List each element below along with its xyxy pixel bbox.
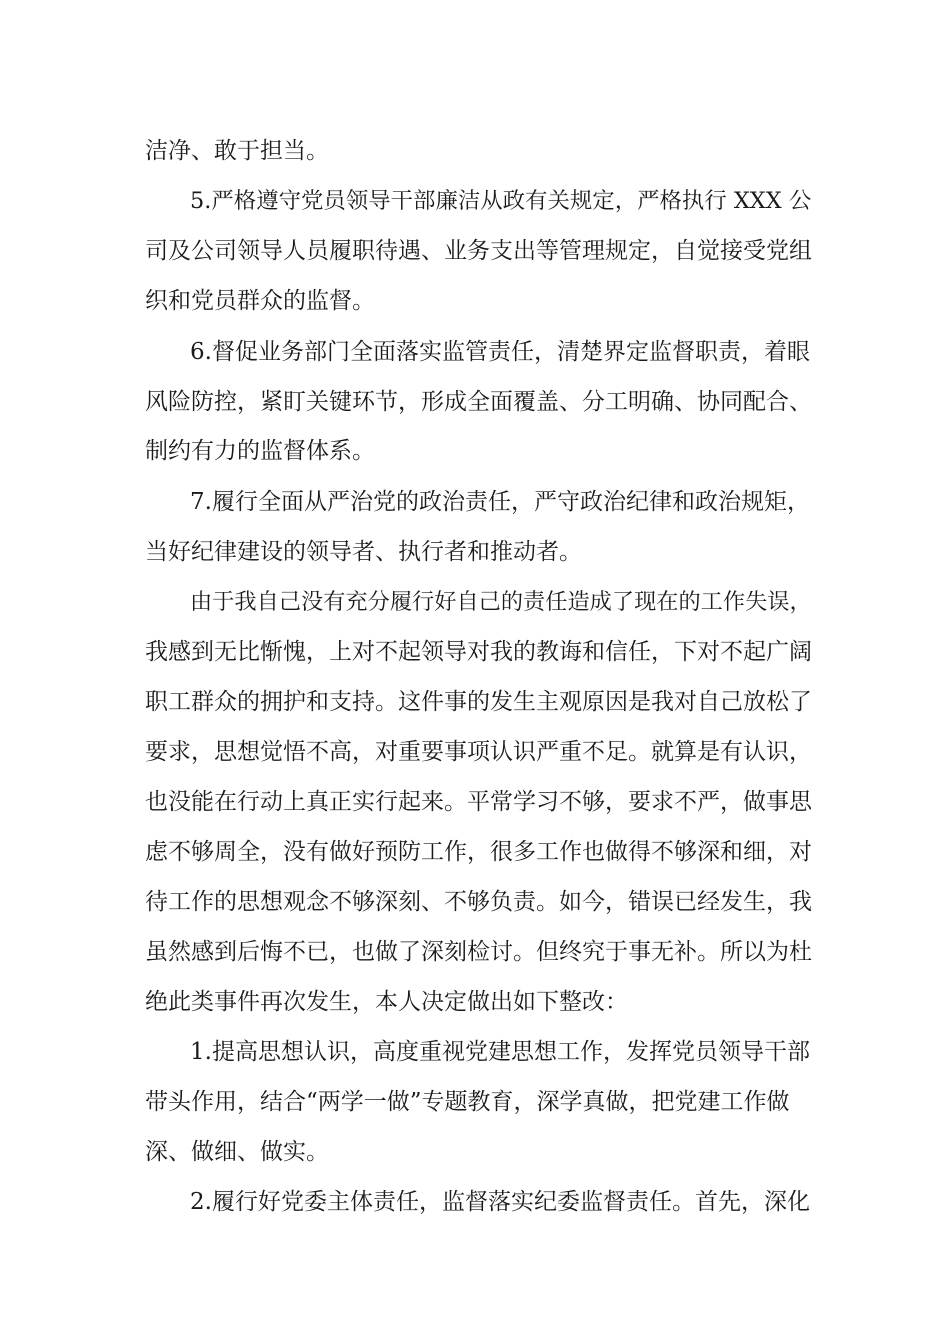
text-line: 我感到无比惭愧，上对不起领导对我的教诲和信任，下对不起广阔 [145, 639, 812, 665]
text-line: 6.督促业务部门全面落实监管责任，清楚界定监督职责，着眼 [190, 339, 810, 365]
text-line: 当好纪律建设的领导者、执行者和推动者。 [145, 539, 582, 565]
text-line: 7.履行全面从严治党的政治责任，严守政治纪律和政治规矩， [190, 489, 810, 515]
text-line: 绝此类事件再次发生，本人决定做出如下整改： [145, 989, 628, 1015]
text-line: 织和党员群众的监督。 [145, 288, 375, 314]
text-line: 由于我自己没有充分履行好自己的责任造成了现在的工作失误， [190, 589, 812, 615]
text-line: 司及公司领导人员履职待遇、业务支出等管理规定，自觉接受党组 [145, 238, 812, 264]
text-line: 深、做细、做实。 [145, 1139, 329, 1165]
text-line: 虽然感到后悔不已，也做了深刻检讨。但终究于事无补。所以为杜 [145, 939, 812, 965]
text-line: 洁净、敢于担当。 [145, 138, 329, 164]
text-line: 虑不够周全，没有做好预防工作，很多工作也做得不够深和细，对 [145, 839, 812, 865]
text-line: 待工作的思想观念不够深刻、不够负责。如今，错误已经发生，我 [145, 889, 812, 915]
text-line: 也没能在行动上真正实行起来。平常学习不够，要求不严，做事思 [145, 789, 812, 815]
text-line: 制约有力的监督体系。 [145, 438, 375, 464]
text-line: 1.提高思想认识，高度重视党建思想工作，发挥党员领导干部 [190, 1039, 810, 1065]
text-line: 2.履行好党委主体责任，监督落实纪委监督责任。首先，深化 [190, 1189, 810, 1215]
text-line: 要求，思想觉悟不高，对重要事项认识严重不足。就算是有认识， [145, 739, 812, 765]
text-line: 风险防控，紧盯关键环节，形成全面覆盖、分工明确、协同配合、 [145, 389, 812, 415]
text-line: 职工群众的拥护和支持。这件事的发生主观原因是我对自己放松了 [145, 689, 812, 715]
text-line: 带头作用，结合“两学一做”专题教育，深学真做，把党建工作做 [145, 1089, 790, 1115]
text-line: 5.严格遵守党员领导干部廉洁从政有关规定，严格执行 XXX 公 [190, 188, 812, 214]
